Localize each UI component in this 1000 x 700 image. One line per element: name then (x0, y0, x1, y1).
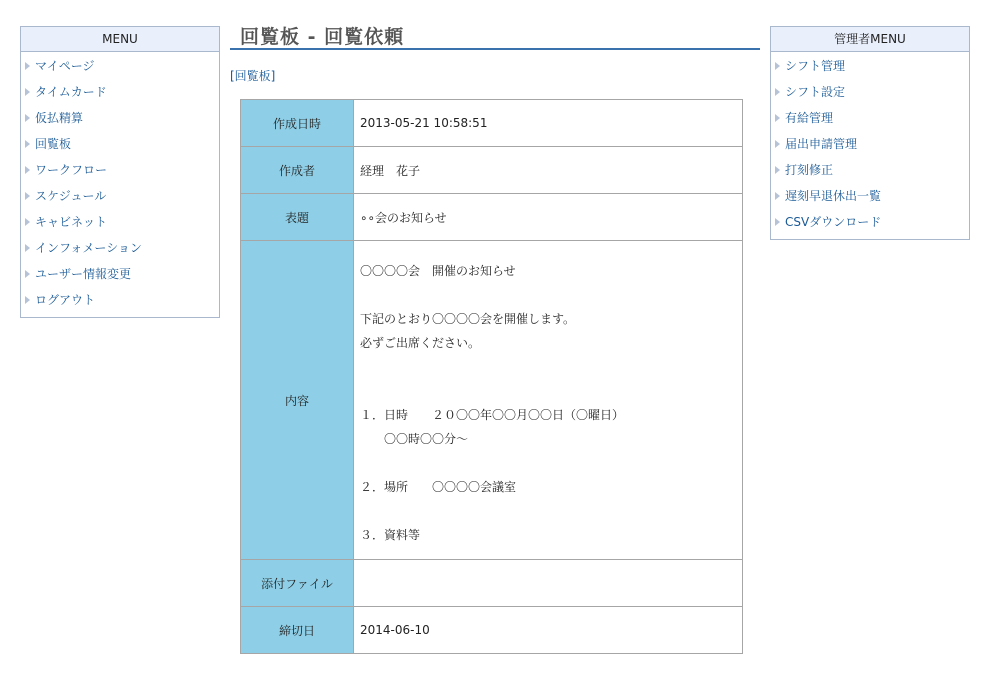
menu-item-logout[interactable] (21, 291, 219, 317)
menu-item-label[interactable]: マイページ (35, 59, 95, 73)
menu-item-mypage[interactable] (21, 57, 219, 83)
author-value: 経理 花子 (354, 147, 743, 194)
admin-menu (770, 26, 970, 240)
menu-item-label[interactable]: 仮払精算 (35, 111, 84, 125)
table-row (241, 607, 743, 654)
content-line: 〇〇時〇〇分～ (360, 432, 469, 446)
content-line: ２．場所 〇〇〇〇会議室 (360, 480, 517, 494)
author-label: 作成者 (241, 147, 354, 194)
content-line (360, 379, 741, 403)
menu-item-label[interactable]: 遅刻早退休出一覧 (785, 189, 882, 203)
table-row (241, 100, 743, 147)
menu-item-circular[interactable] (21, 135, 219, 161)
created-at-label: 作成日時 (241, 100, 354, 147)
attachment-label: 添付ファイル (241, 560, 354, 607)
table-row (241, 194, 743, 241)
table-row (241, 241, 743, 560)
menu-item-label[interactable]: 打刻修正 (785, 163, 834, 177)
menu-item-workflow[interactable] (21, 161, 219, 187)
arrow-right-icon (25, 270, 30, 278)
arrow-right-icon (25, 166, 30, 174)
content-line: 下記のとおり〇〇〇〇会を開催します。 (360, 312, 576, 326)
arrow-right-icon (775, 166, 780, 174)
menu-item-label[interactable]: ワークフロー (35, 163, 108, 177)
content-line: １．日時 ２０〇〇年〇〇月〇〇日（〇曜日） (360, 408, 625, 422)
admin-menu-list (771, 52, 969, 239)
admin-menu-title: 管理者MENU (771, 27, 969, 52)
page-title-bar (230, 22, 760, 50)
main-menu-list (21, 52, 219, 317)
page-title: 回覧板 - 回覧依頼 (240, 26, 405, 48)
arrow-right-icon (775, 218, 780, 226)
menu-item-label[interactable]: インフォメーション (35, 241, 142, 255)
arrow-right-icon (25, 88, 30, 96)
arrow-right-icon (775, 62, 780, 70)
menu-item-label[interactable]: シフト設定 (785, 85, 846, 99)
menu-item-label[interactable]: 届出申請管理 (785, 137, 858, 151)
content-line: ３．資料等 (360, 528, 421, 542)
back-to-circular-link[interactable]: [回覧板] (230, 69, 276, 83)
subject-label: 表題 (241, 194, 354, 241)
arrow-right-icon (25, 62, 30, 70)
menu-item-information[interactable] (21, 239, 219, 265)
table-row (241, 560, 743, 607)
deadline-label: 締切日 (241, 607, 354, 654)
admin-item-csv-download[interactable] (771, 213, 969, 239)
menu-item-label[interactable]: スケジュール (35, 189, 107, 203)
admin-item-shift-settings[interactable] (771, 83, 969, 109)
menu-item-label[interactable]: キャビネット (35, 215, 108, 229)
arrow-right-icon (775, 88, 780, 96)
menu-item-label[interactable]: タイムカード (35, 85, 107, 99)
arrow-right-icon (775, 114, 780, 122)
arrow-right-icon (775, 140, 780, 148)
content-body (360, 253, 741, 547)
admin-item-punch-correction[interactable] (771, 161, 969, 187)
menu-item-label[interactable]: 有給管理 (785, 111, 834, 125)
circular-detail-table (240, 99, 743, 654)
menu-item-label[interactable]: シフト管理 (785, 59, 846, 73)
menu-item-schedule[interactable] (21, 187, 219, 213)
menu-item-label[interactable]: ユーザー情報変更 (35, 267, 132, 281)
menu-item-user-settings[interactable] (21, 265, 219, 291)
content-label: 内容 (241, 241, 354, 560)
menu-item-expense[interactable] (21, 109, 219, 135)
created-at-value: 2013-05-21 10:58:51 (354, 100, 743, 147)
content-line (360, 499, 741, 523)
arrow-right-icon (25, 296, 30, 304)
main-menu-title: MENU (21, 27, 219, 52)
admin-item-attendance-list[interactable] (771, 187, 969, 213)
menu-item-label[interactable]: ログアウト (35, 293, 96, 307)
attachment-value (354, 560, 743, 607)
content-line (360, 283, 741, 307)
menu-item-timecard[interactable] (21, 83, 219, 109)
deadline-value: 2014-06-10 (354, 607, 743, 654)
arrow-right-icon (25, 192, 30, 200)
arrow-right-icon (25, 218, 30, 226)
content-line (360, 355, 741, 379)
content-value (354, 241, 743, 560)
admin-item-shift-management[interactable] (771, 57, 969, 83)
arrow-right-icon (25, 140, 30, 148)
menu-item-label[interactable]: 回覧板 (35, 137, 72, 151)
content-line: 〇〇〇〇会 開催のお知らせ (360, 264, 516, 278)
arrow-right-icon (775, 192, 780, 200)
menu-item-cabinet[interactable] (21, 213, 219, 239)
admin-item-paid-leave[interactable] (771, 109, 969, 135)
table-row (241, 147, 743, 194)
content-line: 必ずご出席ください。 (360, 336, 481, 350)
arrow-right-icon (25, 114, 30, 122)
content-line (360, 451, 741, 475)
admin-item-requests[interactable] (771, 135, 969, 161)
main-menu (20, 26, 220, 318)
subject-value: ∘∘会のお知らせ (354, 194, 743, 241)
arrow-right-icon (25, 244, 30, 252)
menu-item-label[interactable]: CSVダウンロード (785, 215, 882, 229)
